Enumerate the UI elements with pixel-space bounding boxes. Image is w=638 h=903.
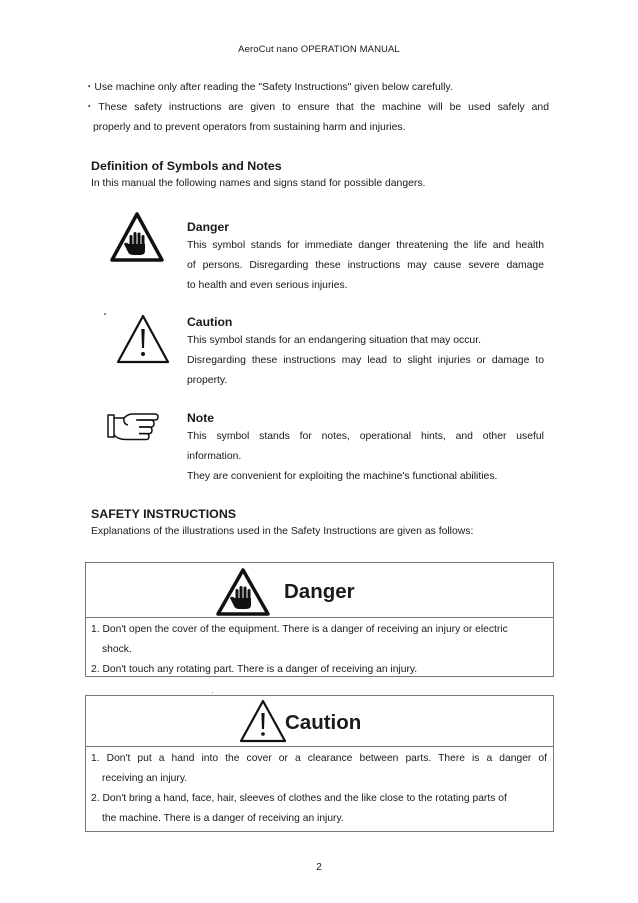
danger-box-title: Danger: [284, 580, 355, 603]
running-header: AeroCut nano OPERATION MANUAL: [238, 44, 400, 55]
note-title: Note: [187, 411, 215, 425]
danger-title: Danger: [187, 220, 229, 234]
danger-box-header: [86, 563, 553, 618]
stray-dot-2: [212, 692, 213, 693]
caution-title: Caution: [187, 315, 233, 329]
danger-box: [85, 562, 554, 677]
caution-box-title: Caution: [285, 711, 362, 734]
symbols-intro: In this manual the following names and signs stand for possible dangers.: [91, 178, 426, 189]
caution-box-body: [86, 747, 553, 831]
note-line-2: information.: [187, 451, 242, 462]
note-line-1: This symbol stands for notes, operational hints, and other useful: [187, 431, 544, 442]
caution-exclamation-icon: [115, 313, 171, 365]
intro-bullet-2-line-1: ・These safety instructions are given to ensure that the machine will be used safely and: [84, 102, 549, 113]
caution-box: [85, 695, 554, 832]
danger-line-1: This symbol stands for immediate danger threatening the life and health: [187, 240, 544, 251]
danger-box-item-1-line-1: 1. Don't open the cover of the equipment. There is a danger of receiving an injury or electric: [91, 624, 508, 635]
danger-description: [187, 236, 544, 296]
danger-hand-warning-icon: [109, 211, 165, 263]
caution-box-item-2-line-2: the machine. There is a danger of receiving an injury.: [102, 813, 344, 824]
caution-line-3: property.: [187, 375, 228, 386]
note-description: [187, 427, 544, 487]
danger-line-2: of persons. Disregarding these instructions may cause severe damage: [187, 260, 544, 271]
intro-bullets: [84, 78, 549, 138]
intro-bullet-1: ・Use machine only after reading the "Safety Instructions" given below carefully.: [84, 82, 453, 93]
symbols-heading: Definition of Symbols and Notes: [91, 159, 282, 173]
safety-heading: SAFETY INSTRUCTIONS: [91, 507, 237, 521]
note-line-3: They are convenient for exploiting the machine's functional abilities.: [187, 471, 498, 482]
caution-box-item-1-line-1: 1. Don't put a hand into the cover or a clearance between parts. There is a danger of: [91, 753, 547, 764]
caution-box-item-1-line-2: receiving an injury.: [102, 773, 188, 784]
caution-box-header: [86, 696, 553, 747]
danger-line-3: to health and even serious injuries.: [187, 280, 348, 291]
caution-line-1: This symbol stands for an endangering situation that may occur.: [187, 335, 481, 346]
caution-line-2: Disregarding these instructions may lead to slight injuries or damage to: [187, 355, 544, 366]
caution-box-exclamation-icon: [238, 698, 288, 744]
intro-bullet-2-line-2: properly and to prevent operators from sustaining harm and injuries.: [93, 122, 406, 133]
caution-description: [187, 331, 544, 391]
danger-box-item-2: 2. Don't touch any rotating part. There is a danger of receiving an injury.: [91, 664, 418, 675]
note-pointing-hand-icon: [106, 410, 160, 442]
stray-dot: [104, 313, 106, 315]
danger-box-body: [86, 618, 553, 676]
danger-box-hand-icon: [215, 567, 271, 617]
danger-box-item-1-line-2: shock.: [102, 644, 132, 655]
caution-box-item-2-line-1: 2. Don't bring a hand, face, hair, sleeves of clothes and the like close to the rotating parts of: [91, 793, 507, 804]
safety-intro: Explanations of the illustrations used in the Safety Instructions are given as follows:: [91, 526, 474, 537]
page-number: 2: [316, 862, 322, 873]
